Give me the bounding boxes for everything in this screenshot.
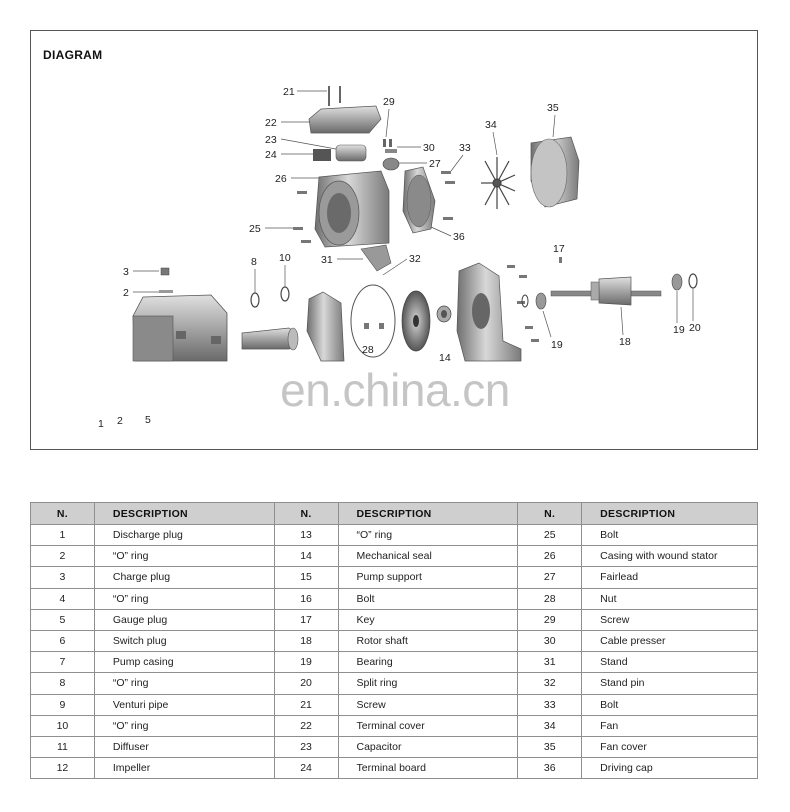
part-number-cell: 24 <box>274 758 338 779</box>
callout-28: 28 <box>362 344 374 356</box>
callout-36: 36 <box>453 231 465 243</box>
part-description-cell: Terminal board <box>338 758 518 779</box>
terminal-board <box>313 149 331 161</box>
callout-25: 25 <box>249 223 261 235</box>
diffuser <box>307 292 344 361</box>
part-number-cell: 18 <box>274 630 338 651</box>
part-number-cell: 19 <box>274 652 338 673</box>
parts-table-body <box>31 525 758 779</box>
part-description-cell: Bolt <box>582 525 758 546</box>
part-number-cell: 26 <box>518 546 582 567</box>
part-number-cell: 30 <box>518 630 582 651</box>
cable-presser <box>385 149 397 153</box>
header-no-2: N. <box>274 503 338 525</box>
part-description-cell: Stand pin <box>582 673 758 694</box>
part-number-cell: 17 <box>274 609 338 630</box>
part-description-cell: Rotor shaft <box>338 630 518 651</box>
part-description-cell: Cable presser <box>582 630 758 651</box>
part-number-cell: 13 <box>274 525 338 546</box>
part-description-cell: “O” ring <box>94 546 274 567</box>
diagram-panel <box>30 30 758 450</box>
part-number-cell: 16 <box>274 588 338 609</box>
callout-5: 5 <box>145 414 151 426</box>
pump-support <box>457 263 521 361</box>
charge-plug <box>159 268 173 293</box>
fan <box>481 157 515 209</box>
part-description-cell: Fan cover <box>582 736 758 757</box>
part-description-cell: Screw <box>582 609 758 630</box>
callout-35: 35 <box>547 102 559 114</box>
key <box>559 257 562 263</box>
callout-34: 34 <box>485 119 497 131</box>
table-row <box>31 673 758 694</box>
part-description-cell: Mechanical seal <box>338 546 518 567</box>
part-number-cell: 15 <box>274 567 338 588</box>
part-description-cell: Pump support <box>338 567 518 588</box>
table-row <box>31 758 758 779</box>
part-number-cell: 11 <box>31 736 95 757</box>
part-number-cell: 35 <box>518 736 582 757</box>
callout-24: 24 <box>265 149 277 161</box>
table-row <box>31 694 758 715</box>
part-number-cell: 8 <box>31 673 95 694</box>
callout-30: 30 <box>423 142 435 154</box>
callout-14: 14 <box>439 352 451 364</box>
part-description-cell: Diffuser <box>94 736 274 757</box>
driving-cap <box>403 167 435 233</box>
part-description-cell: Driving cap <box>582 758 758 779</box>
part-description-cell: Key <box>338 609 518 630</box>
callout-23: 23 <box>265 134 277 146</box>
callout-3: 3 <box>123 266 129 278</box>
part-description-cell: Screw <box>338 694 518 715</box>
callout-2-bottom: 2 <box>117 415 123 427</box>
part-description-cell: Discharge plug <box>94 525 274 546</box>
part-description-cell: Impeller <box>94 758 274 779</box>
part-description-cell: Terminal cover <box>338 715 518 736</box>
part-number-cell: 14 <box>274 546 338 567</box>
table-row <box>31 525 758 546</box>
venturi-pipe <box>242 328 298 350</box>
part-description-cell: Bearing <box>338 652 518 673</box>
callout-26: 26 <box>275 173 287 185</box>
screw-29 <box>383 139 386 147</box>
part-description-cell: “O” ring <box>338 525 518 546</box>
callout-2: 2 <box>123 287 129 299</box>
part-number-cell: 27 <box>518 567 582 588</box>
part-number-cell: 10 <box>31 715 95 736</box>
header-no-1: N. <box>31 503 95 525</box>
header-description-2: DESCRIPTION <box>338 503 518 525</box>
part-number-cell: 5 <box>31 609 95 630</box>
part-number-cell: 32 <box>518 673 582 694</box>
header-description-1: DESCRIPTION <box>94 503 274 525</box>
table-row <box>31 609 758 630</box>
parts-table <box>30 502 758 779</box>
mechanical-seal <box>437 306 451 322</box>
callout-22: 22 <box>265 117 277 129</box>
o-ring-10 <box>281 287 289 301</box>
rotor-shaft <box>551 277 661 305</box>
bearing-19-front <box>536 293 546 309</box>
part-number-cell: 20 <box>274 673 338 694</box>
table-row <box>31 546 758 567</box>
callout-21: 21 <box>283 86 295 98</box>
part-description-cell: Nut <box>582 588 758 609</box>
terminal-cover <box>309 106 381 133</box>
part-number-cell: 29 <box>518 609 582 630</box>
part-description-cell: Charge plug <box>94 567 274 588</box>
part-number-cell: 9 <box>31 694 95 715</box>
part-description-cell: “O” ring <box>94 673 274 694</box>
part-number-cell: 6 <box>31 630 95 651</box>
part-number-cell: 21 <box>274 694 338 715</box>
part-description-cell: Fairlead <box>582 567 758 588</box>
callout-1: 1 <box>98 418 104 430</box>
part-number-cell: 31 <box>518 652 582 673</box>
part-description-cell: Switch plug <box>94 630 274 651</box>
table-header-row <box>31 503 758 525</box>
callout-17: 17 <box>553 243 565 255</box>
part-number-cell: 3 <box>31 567 95 588</box>
part-number-cell: 34 <box>518 715 582 736</box>
table-row <box>31 652 758 673</box>
part-description-cell: Split ring <box>338 673 518 694</box>
callout-10: 10 <box>279 252 291 264</box>
pump-casing <box>133 295 227 361</box>
part-description-cell: Bolt <box>582 694 758 715</box>
part-number-cell: 36 <box>518 758 582 779</box>
bearing-19-rear <box>672 274 682 290</box>
part-description-cell: “O” ring <box>94 588 274 609</box>
part-description-cell: Capacitor <box>338 736 518 757</box>
part-description-cell: Pump casing <box>94 652 274 673</box>
part-number-cell: 12 <box>31 758 95 779</box>
part-description-cell: Bolt <box>338 588 518 609</box>
part-number-cell: 28 <box>518 588 582 609</box>
impeller <box>402 291 430 351</box>
diagram-title: DIAGRAM <box>43 48 103 62</box>
screws-21 <box>329 86 340 106</box>
part-number-cell: 7 <box>31 652 95 673</box>
header-description-3: DESCRIPTION <box>582 503 758 525</box>
part-description-cell: Gauge plug <box>94 609 274 630</box>
watermark: en.china.cn <box>280 364 510 416</box>
callout-20: 20 <box>689 322 701 334</box>
table-row <box>31 588 758 609</box>
callout-29: 29 <box>383 96 395 108</box>
callout-8: 8 <box>251 256 257 268</box>
part-description-cell: Casing with wound stator <box>582 546 758 567</box>
callout-32: 32 <box>409 253 421 265</box>
part-number-cell: 25 <box>518 525 582 546</box>
header-no-3: N. <box>518 503 582 525</box>
table-row <box>31 736 758 757</box>
part-description-cell: Venturi pipe <box>94 694 274 715</box>
bolt-33 <box>441 171 451 174</box>
table-row <box>31 715 758 736</box>
callout-33: 33 <box>459 142 471 154</box>
callout-18: 18 <box>619 336 631 348</box>
callout-27: 27 <box>429 158 441 170</box>
fan-cover <box>531 137 579 207</box>
part-number-cell: 22 <box>274 715 338 736</box>
table-row <box>31 630 758 651</box>
part-number-cell: 4 <box>31 588 95 609</box>
o-ring-8 <box>251 293 259 307</box>
callout-19a: 19 <box>551 339 563 351</box>
part-description-cell: “O” ring <box>94 715 274 736</box>
stator-casing <box>315 171 389 247</box>
part-description-cell: Stand <box>582 652 758 673</box>
callout-31: 31 <box>321 254 333 266</box>
bolt-25 <box>293 227 303 230</box>
part-number-cell: 1 <box>31 525 95 546</box>
part-description-cell: Fan <box>582 715 758 736</box>
stand <box>361 245 391 271</box>
part-number-cell: 33 <box>518 694 582 715</box>
fairlead <box>383 158 399 170</box>
split-ring <box>689 274 697 288</box>
part-number-cell: 2 <box>31 546 95 567</box>
part-number-cell: 23 <box>274 736 338 757</box>
capacitor <box>336 145 366 161</box>
support-bolts <box>507 265 539 342</box>
table-row <box>31 567 758 588</box>
callout-19b: 19 <box>673 324 685 336</box>
